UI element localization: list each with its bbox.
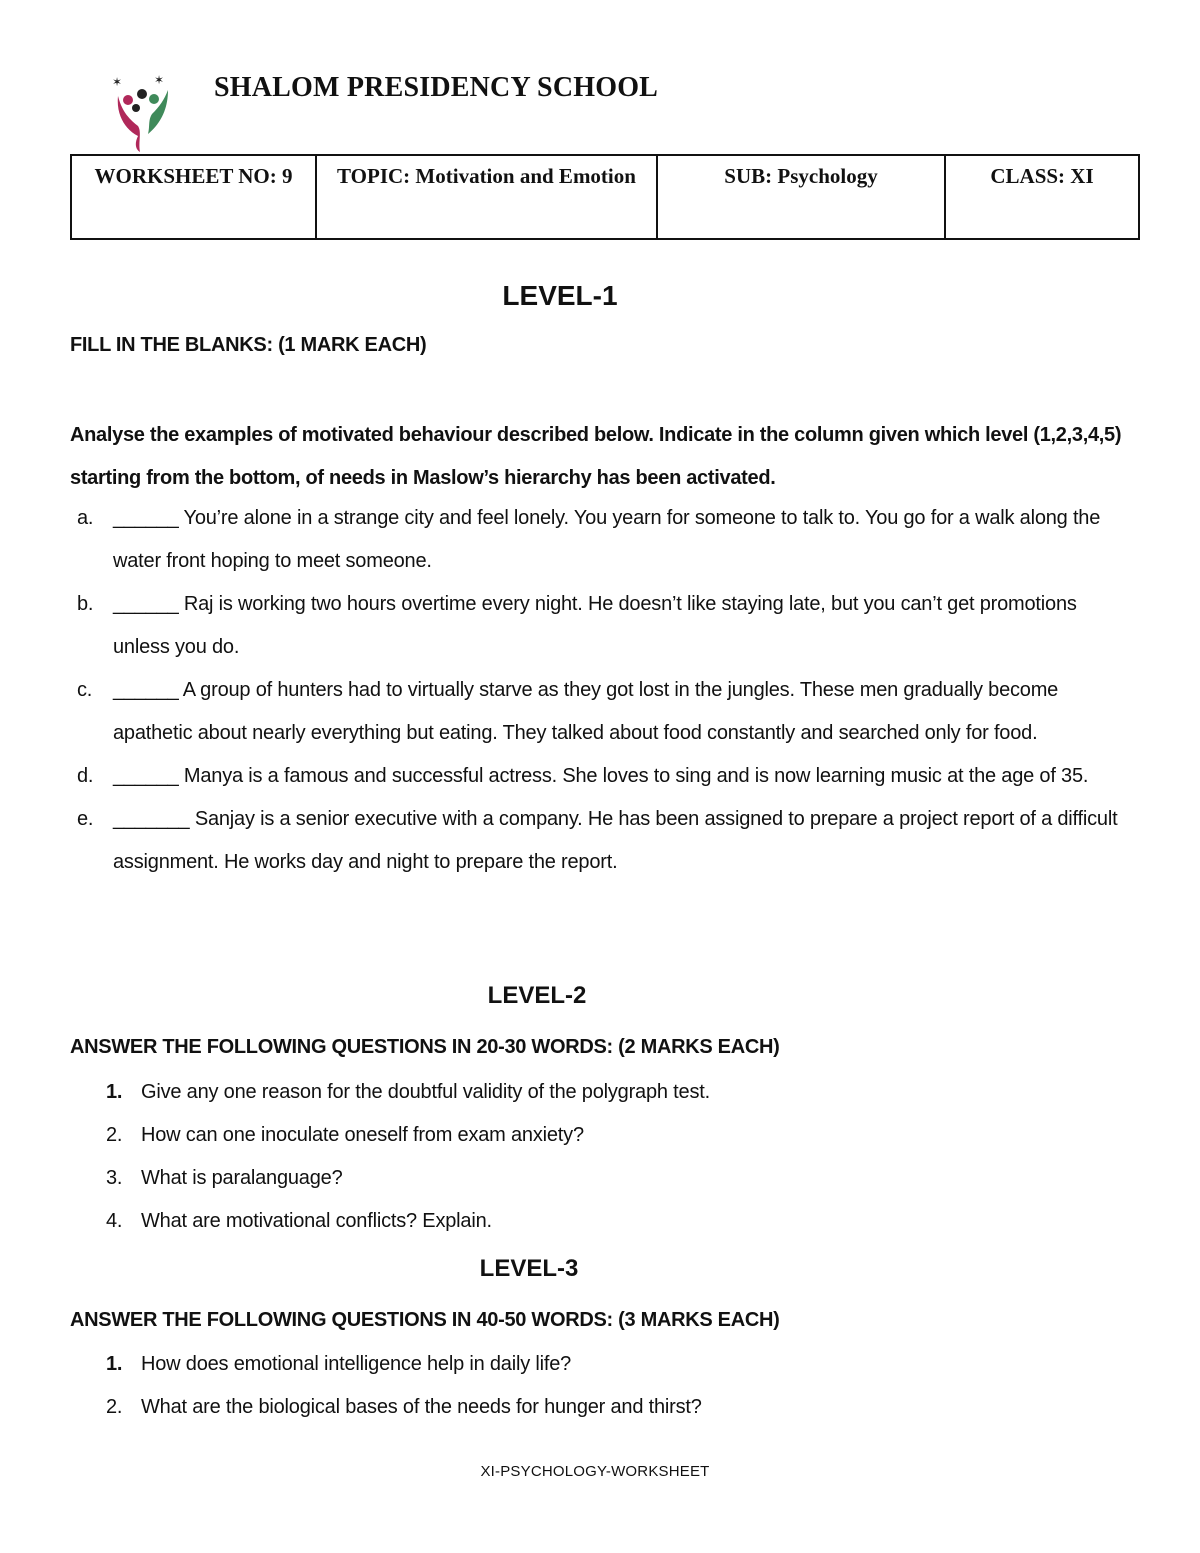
item-text: What is paralanguage? — [141, 1167, 343, 1189]
list-item — [70, 755, 1130, 798]
item-marker: b. — [77, 593, 94, 615]
list-item — [70, 497, 1130, 583]
item-marker: d. — [77, 765, 94, 787]
list-item — [70, 798, 1130, 884]
list-item — [70, 583, 1130, 669]
item-text: How can one inoculate oneself from exam anxiety? — [141, 1124, 584, 1146]
page-footer: XI-PSYCHOLOGY-WORKSHEET — [480, 1463, 710, 1480]
level-3-heading: ANSWER THE FOLLOWING QUESTIONS IN 40-50 WORDS: (3 MARKS EACH) — [70, 1309, 780, 1331]
subject-cell: SUB: Psychology — [657, 155, 945, 239]
topic-cell: TOPIC: Motivation and Emotion — [316, 155, 657, 239]
item-marker: c. — [77, 679, 93, 701]
level-3-question-list — [70, 1343, 1130, 1429]
level-2-title: LEVEL-2 — [487, 982, 587, 1009]
level-2-heading: ANSWER THE FOLLOWING QUESTIONS IN 20-30 WORDS: (2 MARKS EACH) — [70, 1036, 780, 1058]
school-logo — [108, 72, 176, 154]
list-item — [70, 1343, 1130, 1386]
list-item — [70, 669, 1130, 755]
item-text: ______ A group of hunters had to virtually starve as they got lost in the jungles. These men gradually become apathetic about nearly everything but eating. They talked about food constantly and searched only for food. — [113, 679, 1059, 744]
item-text: What are motivational conflicts? Explain. — [141, 1210, 492, 1232]
fill-blanks-heading: FILL IN THE BLANKS: (1 MARK EACH) — [70, 334, 427, 356]
item-marker: 4. — [106, 1210, 123, 1232]
list-item — [70, 1157, 1130, 1200]
item-marker: 2. — [106, 1396, 123, 1418]
item-marker: e. — [77, 808, 94, 830]
level-2-question-list — [70, 1071, 1130, 1243]
item-marker: 3. — [106, 1167, 123, 1189]
list-item — [70, 1200, 1130, 1243]
level-1-title: LEVEL-1 — [502, 280, 618, 311]
item-marker: 1. — [106, 1353, 123, 1375]
list-item — [70, 1071, 1130, 1114]
item-text: ______ You’re alone in a strange city and feel lonely. You yearn for someone to talk to. You go for a walk along the water front hoping to meet someone. — [113, 507, 1101, 572]
item-marker: a. — [77, 507, 94, 529]
svg-text:✶: ✶ — [154, 73, 165, 87]
item-text: What are the biological bases of the needs for hunger and thirst? — [141, 1396, 702, 1418]
level-3-title: LEVEL-3 — [479, 1255, 579, 1282]
item-text: Give any one reason for the doubtful validity of the polygraph test. — [141, 1081, 710, 1103]
worksheet-number-cell: WORKSHEET NO: 9 — [71, 155, 316, 239]
list-item — [70, 1386, 1130, 1429]
school-name: SHALOM PRESIDENCY SCHOOL — [214, 72, 659, 103]
item-text: How does emotional intelligence help in daily life? — [141, 1353, 572, 1375]
level-1-instruction: Analyse the examples of motivated behaviour described below. Indicate in the column given which level (1,2,3,4,5) starting from the bottom, of needs in Maslow’s hierarchy has been activated. — [70, 424, 1122, 489]
item-marker: 2. — [106, 1124, 123, 1146]
item-marker: 1. — [106, 1081, 123, 1103]
item-text: ______ Manya is a famous and successful actress. She loves to sing and is now learning music at the age of 35. — [113, 765, 1089, 787]
worksheet-info-table — [70, 154, 1140, 240]
level-1-question-list — [70, 497, 1130, 884]
item-text: ______ Raj is working two hours overtime every night. He doesn’t like staying late, but you can’t get promotions unless you do. — [113, 593, 1077, 658]
list-item — [70, 1114, 1130, 1157]
svg-text:✶: ✶ — [112, 75, 123, 89]
class-cell: CLASS: XI — [945, 155, 1139, 239]
item-text: _______ Sanjay is a senior executive with a company. He has been assigned to prepare a project report of a difficult assignment. He works day and night to prepare the report. — [113, 808, 1118, 873]
